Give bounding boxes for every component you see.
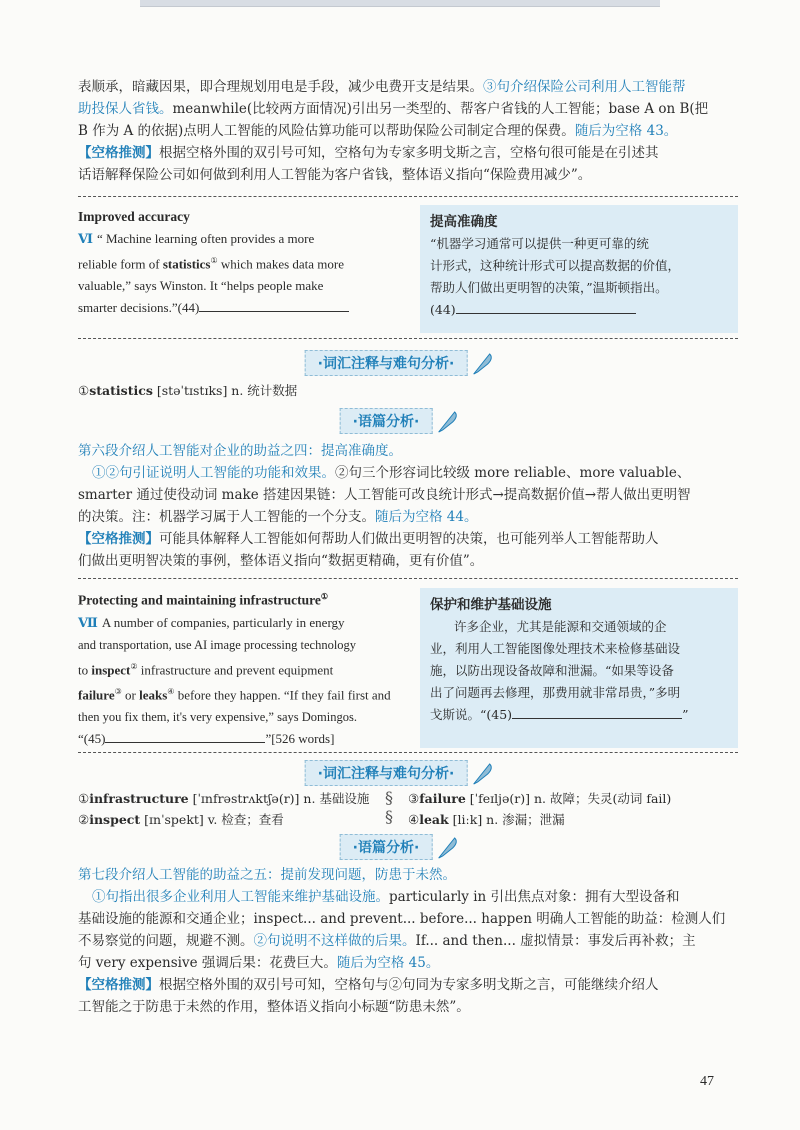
intro-analysis: 表顺承，暗藏因果，即合理规划用电是手段，减少电费开支是结果。③句介绍保险公司利用人工智能帮 助投保人省钱。meanwhile(比较两方面情况)引出另一类型的、帮客户省钱的人工智能；base A on B(把 B 作为 A 的依据)点明人工智能的风险估算功能可以帮助保险公司制定合理的保费。随后为空格 43。 【空格推测】根据空格外围的双引号可知，空格句为专家多明戈斯之言，空格句很可能是在引述其 话语解释保险公司如何做到利用人工智能为客户省钱，整体语义指向“保险费用减少”。 xyxy=(78,79,709,183)
quill-icon xyxy=(469,760,495,786)
section6-analysis: 第六段介绍人工智能对企业的助益之四：提高准确度。 ①②句引证说明人工智能的功能和效果。②句三个形容词比较级 more reliable、more valuable、 smarter 通过使役动词 make 搭建因果链：人工智能可改良统计形式→提高数据价值→帮人做出更明智 的决策。注：机器学习属于人工智能的一个分支。随后为空格 44。 【空格推测】可能具体解释人工智能如何帮助人们做出更明智的决策，也可能列举人工智能帮助人 们做出更明智决策的事例，整体语义指向“数据更精确，更有价值”。 xyxy=(78,443,691,569)
wavy-divider: § § xyxy=(385,788,393,826)
blank-44-cn[interactable] xyxy=(456,299,636,314)
section7-chinese: 保护和维护基础设施 许多企业，尤其是能源和交通领域的企 业，利用人工智能图像处理技术来检修基础设 施，以防出现设备故障和泄漏。“如果等设备 出了问题再去修理，那费用就非常昂贵，”多明 戈斯说。“(45) ” xyxy=(420,588,738,748)
vocab-list-left: ①infrastructure [ˈɪnfrəstrʌktʃə(r)] n. 基础设施 ②inspect [ɪnˈspekt] v. 检查；查看 xyxy=(78,791,370,827)
blank-44[interactable] xyxy=(199,297,349,312)
blank-45[interactable] xyxy=(105,728,265,743)
quill-icon xyxy=(434,834,460,860)
section-title: Improved accuracy xyxy=(78,209,190,224)
blank-45-cn[interactable] xyxy=(512,704,682,719)
section7-analysis: 第七段介绍人工智能的助益之五：提前发现问题，防患于未然。 ①句指出很多企业利用人工智能来维护基础设施。particularly in 引出焦点对象：拥有大型设备和 基础设施的能源和交通企业；inspect... and prevent... before... happen 明确人工智能的助益：检测人们 不易察觉的问题，规避不测。②句说明不这样做的后果。If... and then... 虚拟情景：事发后再补救；主 句 very expensive 强调后果：花费巨大。随后为空格 45。 【空格推测】根据空格外围的双引号可知，空格句与②句同为专家多明戈斯之言，可能继续介绍人 工智能之于防患于未然的作用，整体语义指向小标题“防患未然”。 xyxy=(78,867,726,1015)
section6-english: Improved accuracy Ⅵ “ Machine learning often provides a more reliable form of statistics① which makes data more valuable,” says Winston. It “helps people make smarter decisions.”(44) xyxy=(78,206,416,319)
page-number: 47 xyxy=(700,1074,714,1089)
quill-icon xyxy=(469,350,495,376)
section6-chinese: 提高准确度 “机器学习通常可以提供一种更可靠的统 计形式，这种统计形式可以提高数据的价值， 帮助人们做出更明智的决策，”温斯顿指出。 (44) xyxy=(420,205,738,333)
divider xyxy=(78,338,738,339)
vocab-list-right: ③failure [ˈfeɪljə(r)] n. 故障；失灵(动词 fail) ④leak [liːk] n. 渗漏；泄漏 xyxy=(408,791,672,827)
divider xyxy=(78,578,738,579)
top-rule xyxy=(140,0,660,7)
vocab-banner: ·词汇注释与难句分析· xyxy=(305,760,496,786)
section7-english: Protecting and maintaining infrastructure① Ⅶ A number of companies, particularly in energy and transportation, use AI image processing technology to inspect② infrastructure and prevent equipment failure③ or leaks④ before they happen. “If they fail first and then you fix them, it's very expensive,” says Domingos. “(45) ”[526 words] xyxy=(78,592,391,747)
text-analysis-banner: ·语篇分析· xyxy=(340,408,461,434)
vocab-banner: ·词汇注释与难句分析· xyxy=(305,350,496,376)
text-analysis-banner: ·语篇分析· xyxy=(340,834,461,860)
divider xyxy=(78,752,738,753)
quill-icon xyxy=(434,408,460,434)
divider xyxy=(78,196,738,197)
vocab-item: ①statistics [stəˈtɪstɪks] n. 统计数据 xyxy=(78,383,298,398)
